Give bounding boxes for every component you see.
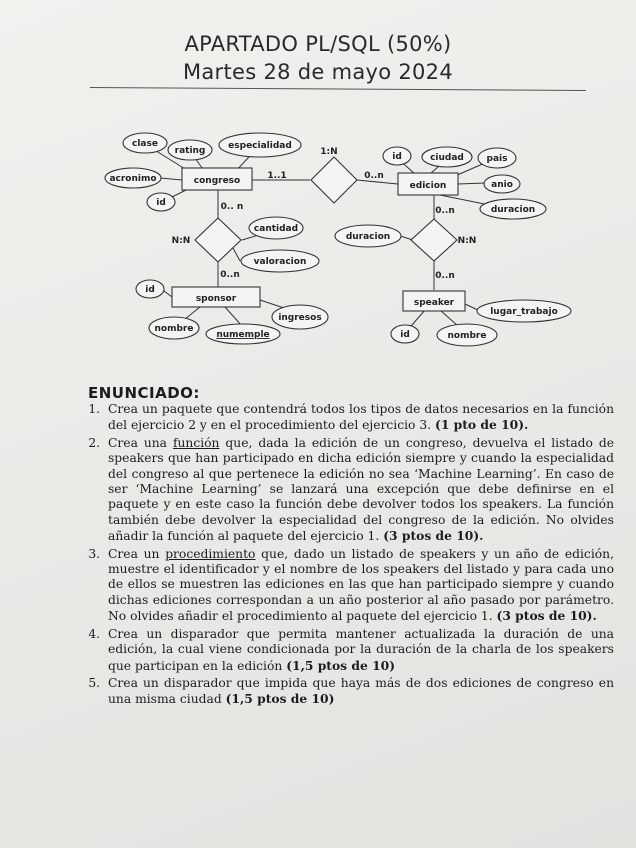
enunciado-heading: ENUNCIADO: bbox=[88, 384, 200, 402]
svg-text:acronimo: acronimo bbox=[109, 174, 157, 184]
relationship-congreso-edicion bbox=[311, 157, 357, 203]
card-rel-top: 1:N bbox=[320, 147, 338, 157]
card-edicion-below: 0..n bbox=[435, 206, 455, 216]
svg-text:sponsor: sponsor bbox=[195, 294, 237, 304]
card-edicion-side: 0..n bbox=[364, 171, 384, 181]
card-rel-left: N:N bbox=[171, 236, 191, 246]
svg-text:nombre: nombre bbox=[447, 331, 487, 341]
card-speaker-above: 0..n bbox=[435, 271, 455, 281]
card-sponsor-above: 0..n bbox=[220, 270, 240, 280]
exam-title: APARTADO PL/SQL (50%) bbox=[184, 32, 452, 56]
svg-text:speaker: speaker bbox=[413, 298, 455, 308]
svg-text:numemple: numemple bbox=[216, 330, 270, 340]
task-points: (3 ptos de 10). bbox=[496, 608, 597, 624]
svg-text:id: id bbox=[156, 198, 166, 208]
svg-text:ingresos: ingresos bbox=[278, 313, 322, 323]
svg-text:duracion: duracion bbox=[490, 205, 536, 215]
svg-text:id: id bbox=[400, 330, 410, 340]
svg-text:cantidad: cantidad bbox=[253, 224, 299, 234]
card-congreso-below: 0.. n bbox=[220, 202, 244, 212]
task-item: 1. Crea un paquete que contendrá todos los tipos de datos necesarios en la función del ejercicio 2 y en el procedimiento del ejercicio 3. (1 pto de 10). bbox=[104, 402, 614, 434]
task-points: (1 pto de 10). bbox=[435, 417, 529, 433]
card-rel-right: N:N bbox=[457, 236, 477, 246]
title-underline bbox=[90, 87, 586, 91]
relationship-congreso-sponsor bbox=[195, 218, 241, 262]
task-item: 2. Crea una función que, dada la edición de un congreso, devuelva el listado de speakers que han participado en dicha edición siempre y cuando la especialidad del congreso al que pertenece la edición no sea ‘Machine Learning’. En caso de ser ‘Machine Learning’ se lanzará una excepción que debe definirse en el paquete y en este caso la función debe devolver todos los speakers. La función también debe devolver la especialidad del congreso de la edición. No olvides añadir la función al paquete del ejercicio 1. (3 ptos de 10). bbox=[104, 436, 614, 545]
svg-text:valoracion: valoracion bbox=[253, 257, 307, 267]
task-points: (1,5 ptos de 10) bbox=[225, 691, 335, 707]
er-diagram bbox=[0, 120, 636, 360]
svg-text:id: id bbox=[392, 152, 402, 162]
svg-text:edicion: edicion bbox=[409, 181, 447, 191]
task-item: 4. Crea un disparador que permita mantener actualizada la duración de una edición, la cual viene condicionada por la duración de la charla de los speakers que participan en la edición (1,5 ptos de 10) bbox=[104, 627, 614, 674]
task-item: 5. Crea un disparador que impida que haya más de dos ediciones de congreso en una misma ciudad (1,5 ptos de 10) bbox=[104, 676, 614, 708]
svg-text:duracion: duracion bbox=[345, 232, 391, 242]
task-keyword: función bbox=[172, 435, 220, 450]
card-congreso-side: 1..1 bbox=[267, 171, 287, 181]
task-points: (3 ptos de 10). bbox=[383, 528, 484, 544]
svg-text:id: id bbox=[145, 285, 155, 295]
relationship-edicion-speaker bbox=[411, 219, 457, 261]
svg-text:lugar_trabajo: lugar_trabajo bbox=[490, 307, 558, 317]
svg-text:nombre: nombre bbox=[154, 324, 194, 334]
task-list bbox=[80, 402, 614, 710]
svg-text:anio: anio bbox=[491, 180, 513, 190]
svg-text:congreso: congreso bbox=[193, 176, 241, 186]
svg-text:ciudad: ciudad bbox=[430, 153, 464, 163]
svg-text:especialidad: especialidad bbox=[228, 141, 292, 151]
task-item: 3. Crea un procedimiento que, dado un listado de speakers y un año de edición, muestre el identificador y el nombre de los speakers del listado y para cada uno de ellos se muestren las ediciones en las que han participado siempre y cuando dichas ediciones correspondan a un año posterior al año pasado por parámetro. No olvides añadir el procedimiento al paquete del ejercicio 1. (3 ptos de 10). bbox=[104, 547, 614, 625]
exam-date: Martes 28 de mayo 2024 bbox=[182, 60, 454, 84]
svg-text:pais: pais bbox=[486, 154, 508, 164]
task-points: (1,5 ptos de 10) bbox=[286, 657, 396, 673]
svg-text:rating: rating bbox=[174, 146, 206, 156]
svg-text:clase: clase bbox=[132, 139, 158, 149]
task-keyword: procedimiento bbox=[165, 546, 256, 561]
